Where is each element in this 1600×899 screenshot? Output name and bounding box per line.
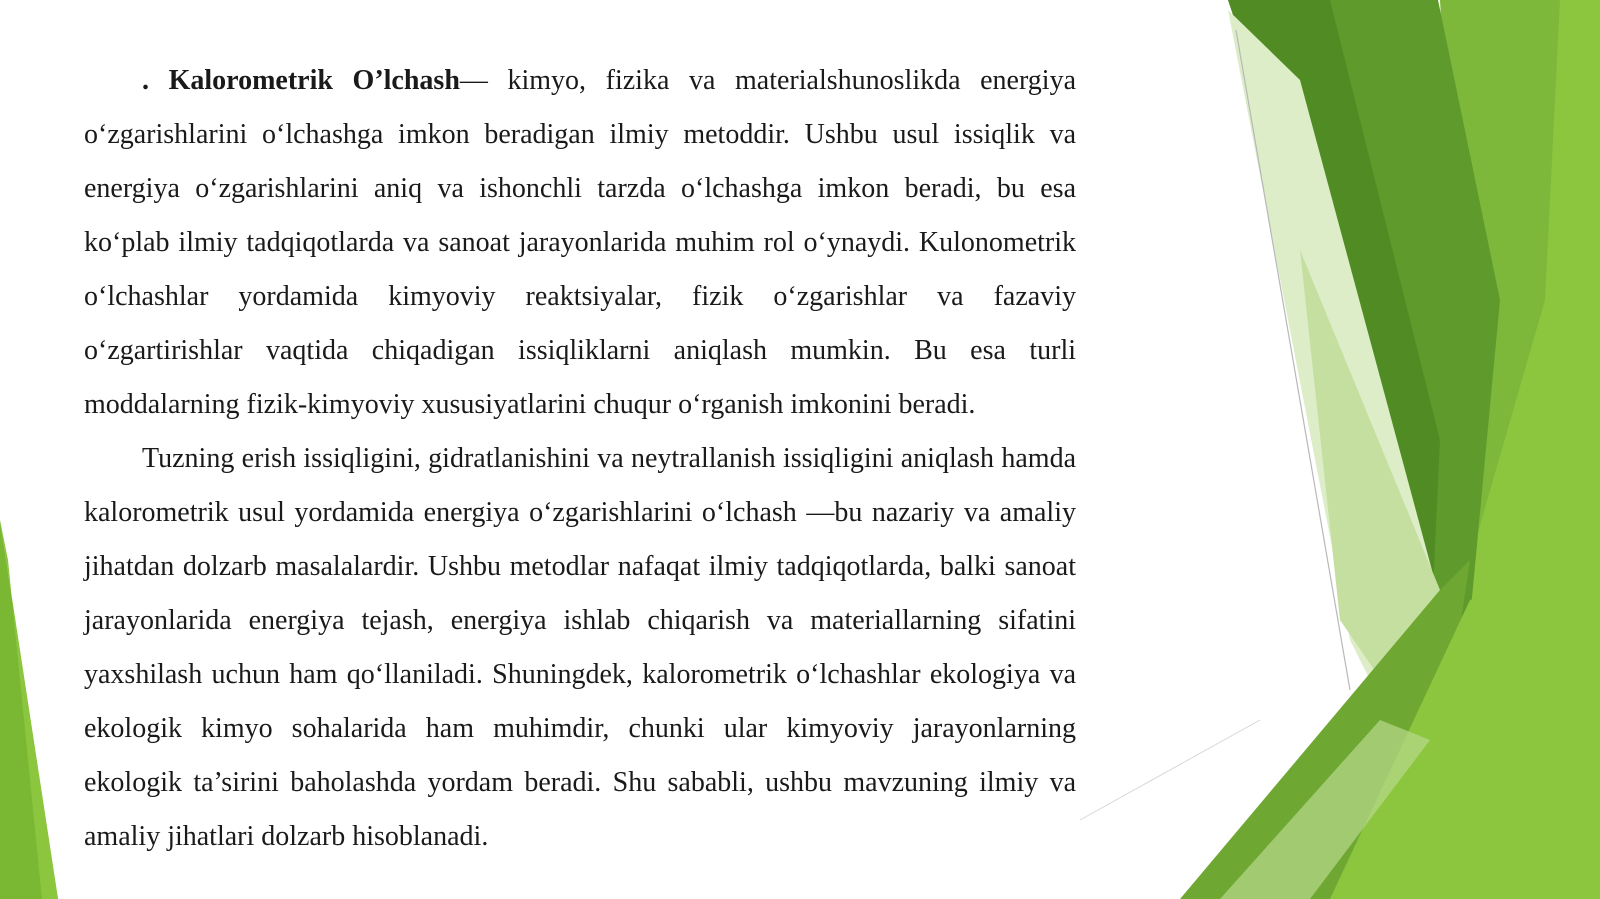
paragraph-1-body: — kimyo, fizika va materialshunoslikda energiya o‘zgarishlarini o‘lchashga imkon beradigan ilmiy metoddir. Ushbu usul issiqlik va energiya o‘zgarishlarini aniq va ishonchli tarzda o‘lchashga imkon beradi, bu esa ko‘plab ilmiy tadqiqotlarda va sanoat jarayonlarida muhim rol o‘ynaydi. Kulonometrik o‘lchashlar yordamida kimyoviy reaktsiyalar, fizik o‘zgarishlar va fazaviy o‘zgartirishlar vaqtida chiqadigan issiqliklarni aniqlash mumkin. Bu esa turli moddalarning fizik-kimyoviy xususiyatlarini chuqur o‘rganish imkonini beradi. bbox=[84, 65, 1077, 420]
document-body bbox=[84, 54, 1076, 864]
paragraph-2: Tuzning erish issiqligini, gidratlanishini va neytrallanish issiqligini aniqlash hamda kalorometrik usul yordamida energiya o‘zgarishlarini o‘lchash —bu nazariy va amaliy jihatdan dolzarb masalalardir. Ushbu metodlar nafaqat ilmiy tadqiqotlarda, balki sanoat jarayonlarida energiya tejash, energiya ishlab chiqarish va materiallarning sifatini yaxshilash uchun ham qo‘llaniladi. Shuningdek, kalorometrik o‘lchashlar ekologiya va ekologik kimyo sohalarida ham muhimdir, chunki ular kimyoviy jarayonlarning ekologik ta’sirini baholashda yordam beradi. Shu sababli, ushbu mavzuning ilmiy va amaliy jihatlari dolzarb hisoblanadi. bbox=[84, 443, 1076, 852]
paragraph-1 bbox=[84, 54, 1076, 432]
facet-thin-line-lower bbox=[1080, 720, 1260, 820]
paragraph-1-lead: . Kalorometrik O’lchash bbox=[142, 65, 460, 96]
